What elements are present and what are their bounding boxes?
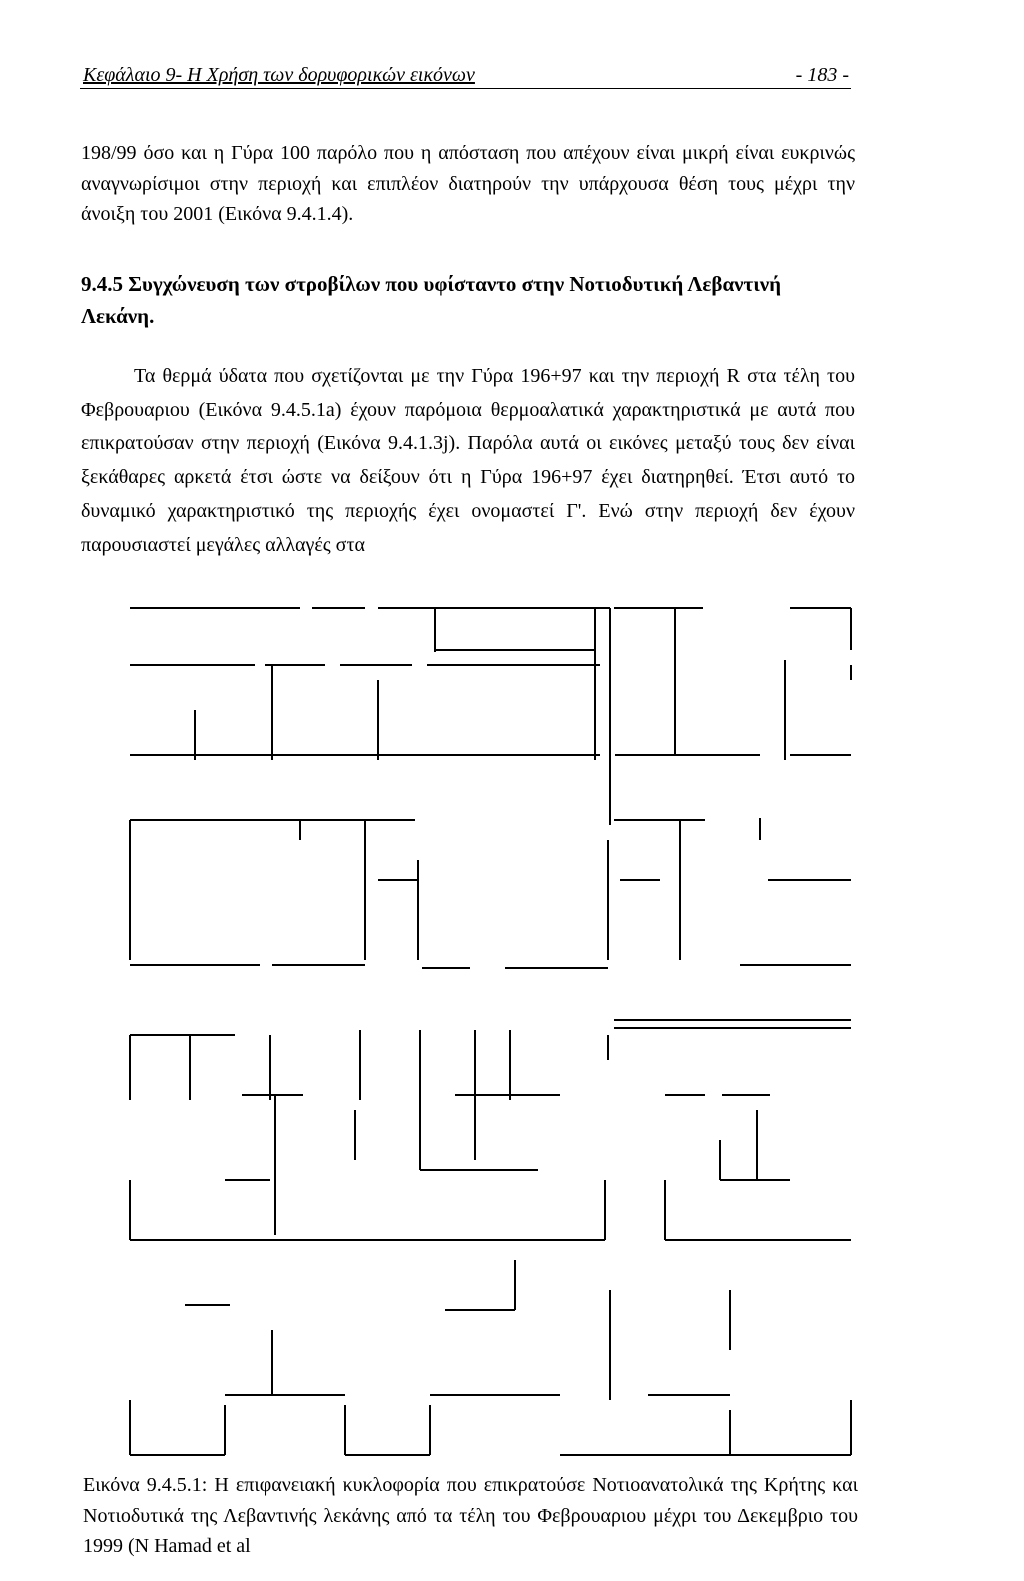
body-paragraph-2: Τα θερμά ύδατα που σχετίζονται με την Γύρα 196+97 και την περιοχή R στα τέλη του Φεβρουαριου (Εικόνα 9.4.5.1a) έχουν παρόμοια θερμοαλατικά χαρακτηριστικά με αυτά που επικρατούσαν στην περιοχή (Εικόνα 9.4.1.3j). Παρόλα αυτά οι εικόνες μεταξύ τους δεν είναι ξεκάθαρες αρκετά έτσι ώστε να δείξουν ότι η Γύρα 196+97 έχει διατηρηθεί. Έτσι αυτό το δυναμικό χαρακτηριστικό της περιοχής έχει ονομαστεί Γ'. Ενώ στην περιοχή δεν έχουν παρουσιαστεί μεγάλες αλλαγές στα xyxy=(81,365,855,556)
body-paragraph-1: 198/99 όσο και η Γύρα 100 παρόλο που η απόσταση που απέχουν είναι μικρή είναι ευκρινώς αναγνωρίσιμοι στην περιοχή και επιπλέον διατηρούν την υπάρχουσα θέση τους μέχρι την άνοιξη του 2001 (Εικόνα 9.4.1.4). xyxy=(81,142,855,225)
section-heading: 9.4.5 Συγχώνευση των στροβίλων που υφίσταντο στην Νοτιοδυτική Λεβαντινή Λεκάνη. xyxy=(81,272,782,328)
chapter-title: Κεφάλαιο 9- Η Χρήση των δορυφορικών εικόνων xyxy=(83,64,475,86)
figure-caption: Εικόνα 9.4.5.1: Η επιφανειακή κυκλοφορία που επικρατούσε Νοτιοανατολικά της Κρήτης και Νοτιοδυτικά της Λεβαντινής λεκάνης από τα τέλη του Φεβρουαριου μέχρι του Δεκεμβριο του 1999 (N Hamad et al xyxy=(83,1474,858,1557)
page-number: - 183 - xyxy=(795,64,849,86)
